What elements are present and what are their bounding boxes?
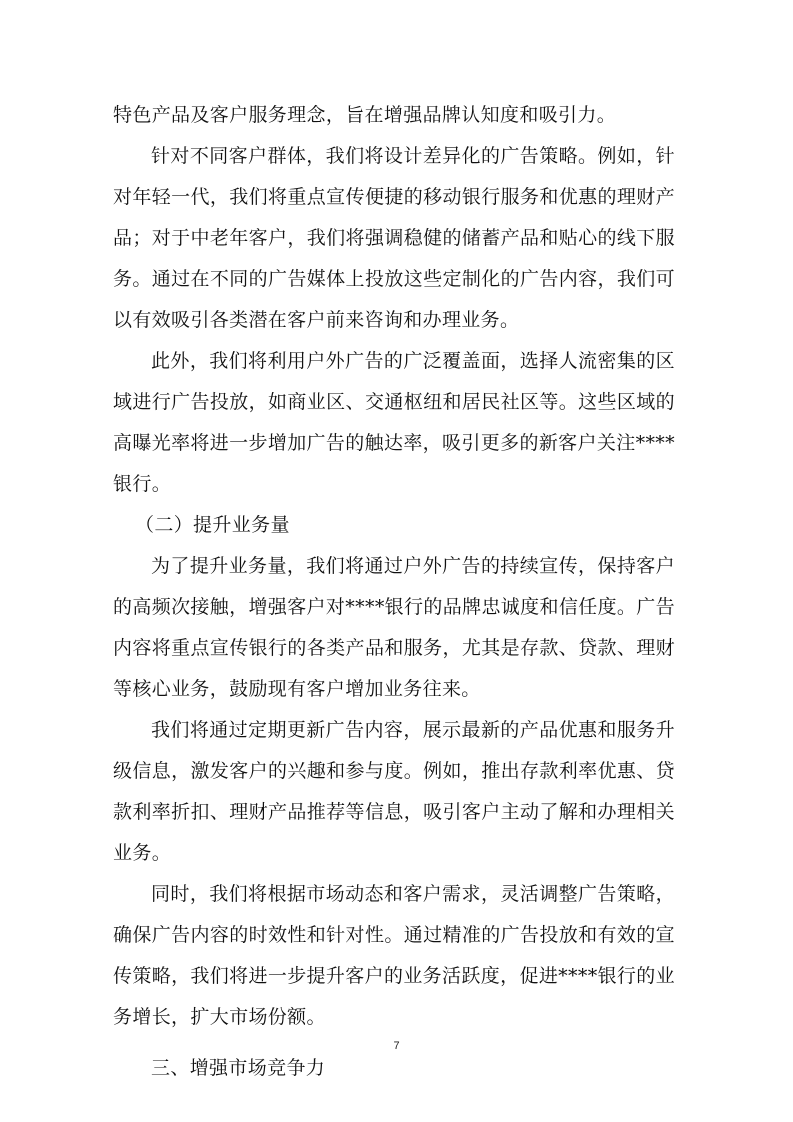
paragraph-ad-updates: 我们将通过定期更新广告内容，展示最新的产品优惠和服务升级信息，激发客户的兴趣和参与度。例如，推出存款利率优惠、贷款利率折扣、理财产品推荐等信息，吸引客户主动了解和办理相关业务。 [113,719,675,864]
paragraph-ad-strategy: 针对不同客户群体，我们将设计差异化的广告策略。例如，针对年轻一代，我们将重点宣传便捷的移动银行服务和优惠的理财产品；对于中老年客户，我们将强调稳健的储蓄产品和贴心的线下服务。通过在不同的广告媒体上投放这些定制化的广告内容，我们可以有效吸引各类潜在客户前来咨询和办理业务。 [113,145,675,331]
paragraph-flexible-strategy: 同时，我们将根据市场动态和客户需求，灵活调整广告策略，确保广告内容的时效性和针对性。通过精准的广告投放和有效的宣传策略，我们将进一步提升客户的业务活跃度，促进****银行的业务增长，扩大市场份额。 [113,883,675,1028]
section-heading-competitiveness: 三、增强市场竞争力 [151,1057,326,1079]
page-body [113,95,675,1089]
paragraph-continued: 特色产品及客户服务理念，旨在增强品牌认知度和吸引力。 [113,104,617,126]
paragraph-business-volume: 为了提升业务量，我们将通过户外广告的持续宣传，保持客户的高频次接触，增强客户对****银行的品牌忠诚度和信任度。广告内容将重点宣传银行的各类产品和服务，尤其是存款、贷款、理财等核心业务，鼓励现有客户增加业务往来。 [113,555,675,700]
subheading-increase-business: （二）提升业务量 [135,514,290,536]
page-number: 7 [393,1040,400,1052]
paragraph-outdoor-coverage: 此外，我们将利用户外广告的广泛覆盖面，选择人流密集的区域进行广告投放，如商业区、交通枢纽和居民社区等。这些区域的高曝光率将进一步增加广告的触达率，吸引更多的新客户关注****银行。 [113,350,675,495]
